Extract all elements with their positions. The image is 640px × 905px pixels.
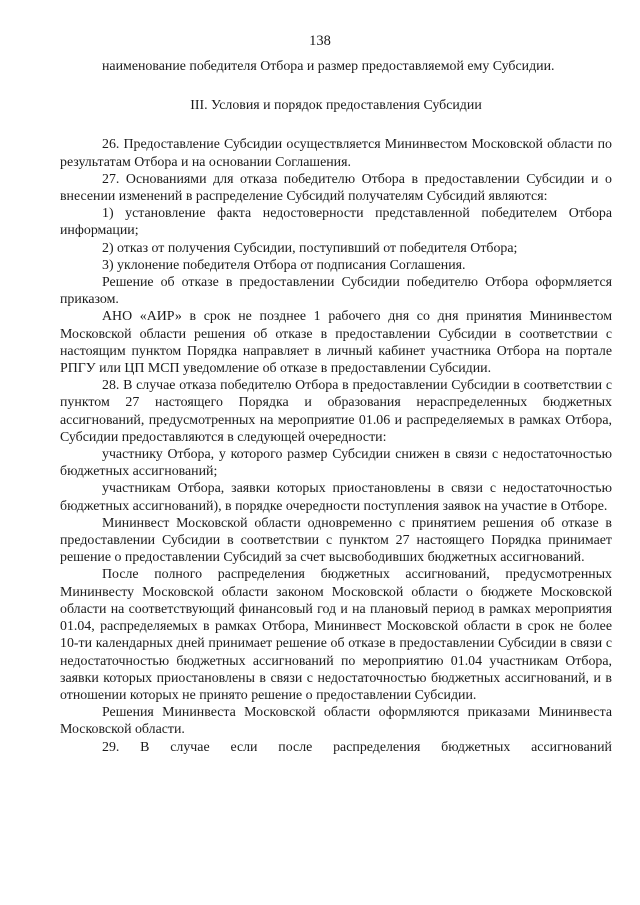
paragraph-27: 27. Основаниями для отказа победителю Отбора в предоставлении Субсидии и о внесении изменений в распределение Субсидий получателям Субсидий являются: <box>60 171 612 205</box>
paragraph-mininvest-decision: Мининвест Московской области одновременно с принятием решения об отказе в предоставлении Субсидии в соответствии с пунктом 27 настоящего Порядка принимает решение о предоставлении Субсидий за счет высвободивших бюджетных ассигнований. <box>60 515 612 566</box>
list-item-3: 3) уклонение победителя Отбора от подписания Соглашения. <box>102 257 466 273</box>
priority-item-1: участнику Отбора, у которого размер Субсидии снижен в связи с недостаточностью бюджетных ассигнований; <box>60 447 612 480</box>
paragraph-air-notification: АНО «АИР» в срок не позднее 1 рабочего дня со дня принятия Мининвестом Московской области решения об отказе в предоставлении Субсидии в соответствии с настоящим пунктом Порядка направляет в личный кабинет участника Отбора на портале РПГУ или ЦП МСП уведомление об отказе в предоставлении Субсидии. <box>60 309 612 377</box>
paragraph-28: 28. В случае отказа победителю Отбора в предоставлении Субсидии в соответствии с пунктом 27 настоящего Порядка и образования нераспределенных бюджетных ассигнований, предусмотренных на мероприятие 01.06 и распределяемых в рамках Отбора, Субсидии предоставляются в следующей очередности: <box>60 378 612 445</box>
paragraph-orders: Решения Мининвеста Московской области оформляются приказами Мининвеста Московской области. <box>60 705 612 738</box>
page-number: 138 <box>309 33 331 49</box>
document-body <box>60 58 612 756</box>
paragraph-refusal-decision: Решение об отказе в предоставлении Субсидии победителю Отбора оформляется приказом. <box>60 275 612 308</box>
intro-line: наименование победителя Отбора и размер предоставляемой ему Субсидии. <box>102 59 555 74</box>
list-item-1: 1) установление факта недостоверности представленной победителем Отбора информации; <box>60 206 612 239</box>
priority-item-2: участникам Отбора, заявки которых приостановлены в связи с недостаточностью бюджетных ассигнований), в порядке очередности поступления заявок на участие в Отборе. <box>60 481 612 514</box>
paragraph-full-distribution: После полного распределения бюджетных ассигнований, предусмотренных Мининвесту Московской области законом Московской области о бюджете Московской области на соответствующий финансовый год и на плановый период в рамках мероприятия 01.04, распределяемых в рамках Отбора, Мининвест Московской области в срок не более 10-ти календарных дней принимает решение об отказе в предоставлении Субсидии в связи с недостаточностью бюджетных ассигнований по мероприятию 01.04 участникам Отбора, заявки которых приостановлены в связи с недостаточностью бюджетных ассигнований, и в отношении которых не принято решение о предоставлении Субсидии. <box>60 567 612 703</box>
paragraph-26: 26. Предоставление Субсидии осуществляется Мининвестом Московской области по результатам Отбора и на основании Соглашения. <box>60 137 612 170</box>
section-title: III. Условия и порядок предоставления Субсидии <box>190 98 482 114</box>
list-item-2: 2) отказ от получения Субсидии, поступивший от победителя Отбора; <box>102 240 518 256</box>
paragraph-29: 29. В случае если после распределения бюджетных ассигнований <box>102 739 612 755</box>
